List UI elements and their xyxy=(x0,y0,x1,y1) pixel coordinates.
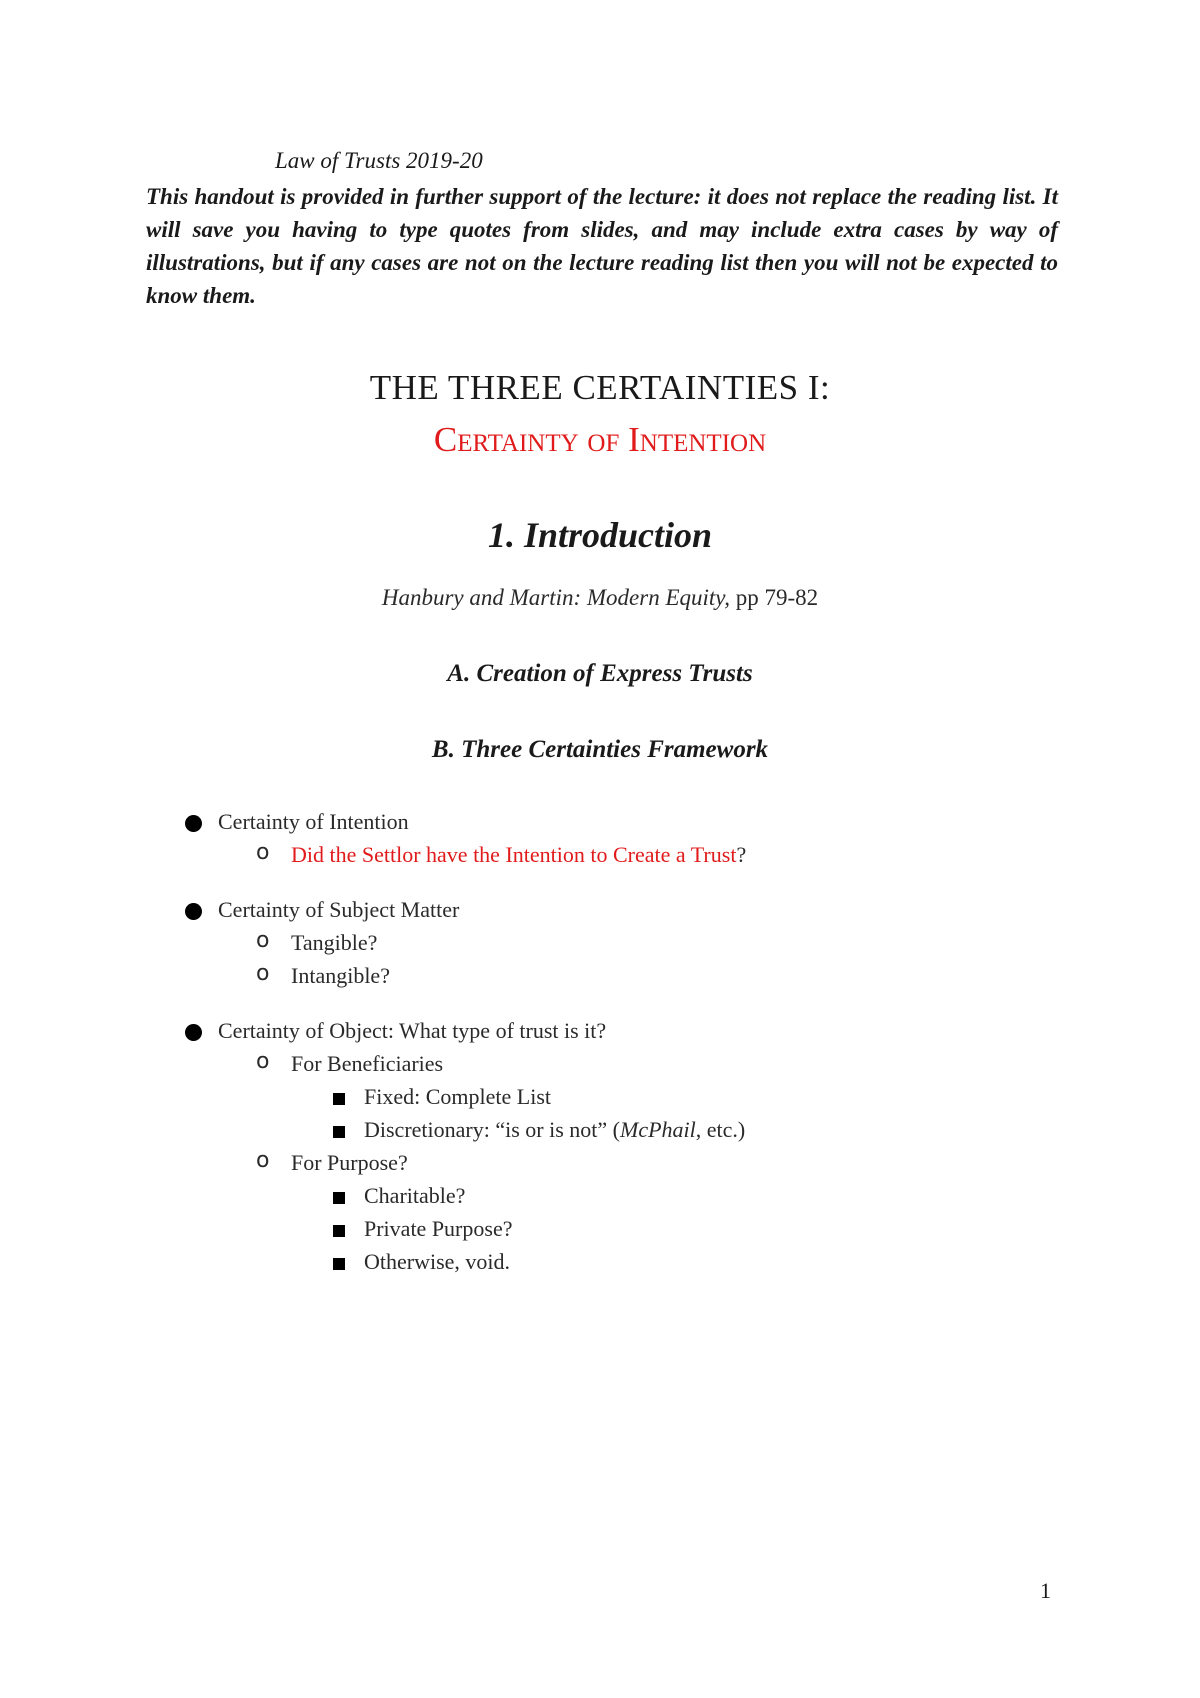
square-bullet-icon xyxy=(333,1125,345,1143)
list-item xyxy=(291,840,746,870)
list-item: Certainty of Object: What type of trust is it? xyxy=(218,1018,607,1043)
circle-bullet-icon: o xyxy=(256,928,270,953)
subheading-creation: A. Creation of Express Trusts xyxy=(447,660,753,687)
discretionary-text: Discretionary: “is or is not” ( xyxy=(364,1117,620,1142)
list-item: Certainty of Intention xyxy=(218,809,409,834)
circle-bullet-icon: o xyxy=(256,1049,270,1074)
square-bullet-icon xyxy=(333,1257,345,1275)
circle-bullet-icon: o xyxy=(256,840,270,865)
list-item: Charitable? xyxy=(364,1183,466,1208)
square-bullet-icon xyxy=(333,1092,345,1110)
list-item: Intangible? xyxy=(291,963,390,988)
bullet-dot-icon xyxy=(185,1024,202,1046)
circle-bullet-icon: o xyxy=(256,961,270,986)
intention-question-mark: ? xyxy=(736,842,747,867)
case-name: McPhail xyxy=(620,1117,696,1142)
bullet-dot-icon xyxy=(185,815,202,837)
reading-pages: pp 79-82 xyxy=(729,585,819,610)
list-item: Otherwise, void. xyxy=(364,1249,511,1274)
handout-disclaimer: This handout is provided in further support of the lecture: it does not replace the reading list. It will save you having to type quotes from slides, and may include extra cases by way of illustrations, but if any cases are not on the lecture reading list then you will not be expected to know them. xyxy=(146,184,1058,308)
list-item: Tangible? xyxy=(291,930,378,955)
square-bullet-icon xyxy=(333,1191,345,1209)
reading-book: Hanbury and Martin: Modern Equity, xyxy=(381,585,730,610)
course-title: Law of Trusts 2019-20 xyxy=(275,148,483,173)
page-number: 1 xyxy=(1040,1578,1051,1603)
document-title: THE THREE CERTAINTIES I: xyxy=(369,368,831,407)
bullet-dot-icon xyxy=(185,903,202,925)
list-item: Fixed: Complete List xyxy=(364,1084,551,1109)
list-item xyxy=(364,1115,745,1145)
list-item: For Beneficiaries xyxy=(291,1051,444,1076)
circle-bullet-icon: o xyxy=(256,1148,270,1173)
square-bullet-icon xyxy=(333,1224,345,1242)
intention-question: Did the Settlor have the Intention to Create a Trust xyxy=(291,842,737,867)
section-heading: 1. Introduction xyxy=(487,515,713,555)
list-item: Private Purpose? xyxy=(364,1216,513,1241)
list-item: Certainty of Subject Matter xyxy=(218,897,460,922)
discretionary-end: , etc.) xyxy=(695,1117,746,1142)
list-item: For Purpose? xyxy=(291,1150,408,1175)
subheading-framework: B. Three Certainties Framework xyxy=(431,736,769,763)
document-subtitle: Certainty of Intention xyxy=(433,420,767,459)
